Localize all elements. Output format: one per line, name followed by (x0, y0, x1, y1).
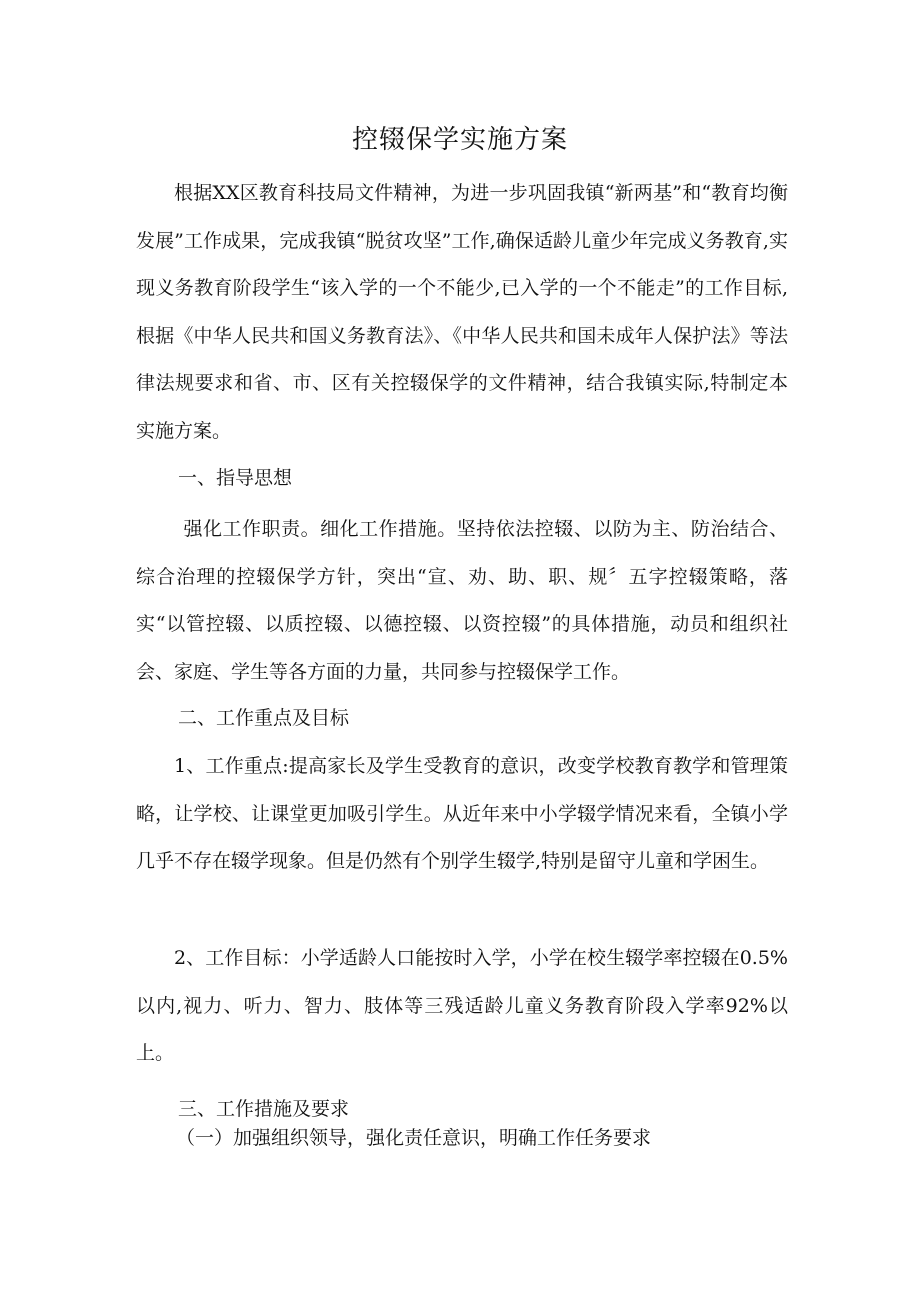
section-2-heading: 二、工作重点及目标 (178, 707, 350, 729)
document-title: 控辍保学实施方案 (351, 125, 568, 155)
section-1-body: 强化工作职责。细化工作措施。坚持依法控辍、以防为主、防治结合、综合治理的控辍保学方针，突出“宣、劝、助、职、规〞五字控辍策略，落实“以管控辍、以质控辍、以德控辍、以资控辍”的具体措施，动员和组织社会、家庭、学生等各方面的力量，共同参与控辍保学工作。 (136, 518, 788, 683)
section-3-heading: 三、工作措施及要求 (178, 1098, 350, 1120)
intro-paragraph: 根据XX区教育科技局文件精神，为进一步巩固我镇“新两基”和“教育均衡发展”工作成果，完成我镇“脱贫攻坚”工作,确保适龄儿童少年完成义务教育,实现义务教育阶段学生“该入学的一个不能少,已入学的一个不能走”的工作目标,根据《中华人民共和国义务教育法》、《中华人民共和国未成年人保护法》等法律法规要求和省、市、区有关控辍保学的文件精神，结合我镇实际,特制定本实施方案。 (136, 182, 788, 442)
section-1-heading: 一、指导思想 (178, 467, 293, 489)
section-2-item-1: 1、工作重点:提高家长及学生受教育的意识，改变学校教育教学和管理策略，让学校、让课堂更加吸引学生。从近年来中小学辍学情况来看，全镇小学几乎不存在辍学现象。但是仍然有个别学生辍学,特别是留守儿童和学困生。 (136, 755, 788, 872)
section-2-item-2: 2、工作目标：小学适龄人口能按时入学，小学在校生辍学率控辍在0.5%以内,视力、听力、智力、肢体等三残适龄儿童义务教育阶段入学率92%以上。 (136, 947, 788, 1064)
section-3-subheading-1: （一）加强组织领导，强化责任意识，明确工作任务要求 (176, 1127, 652, 1149)
